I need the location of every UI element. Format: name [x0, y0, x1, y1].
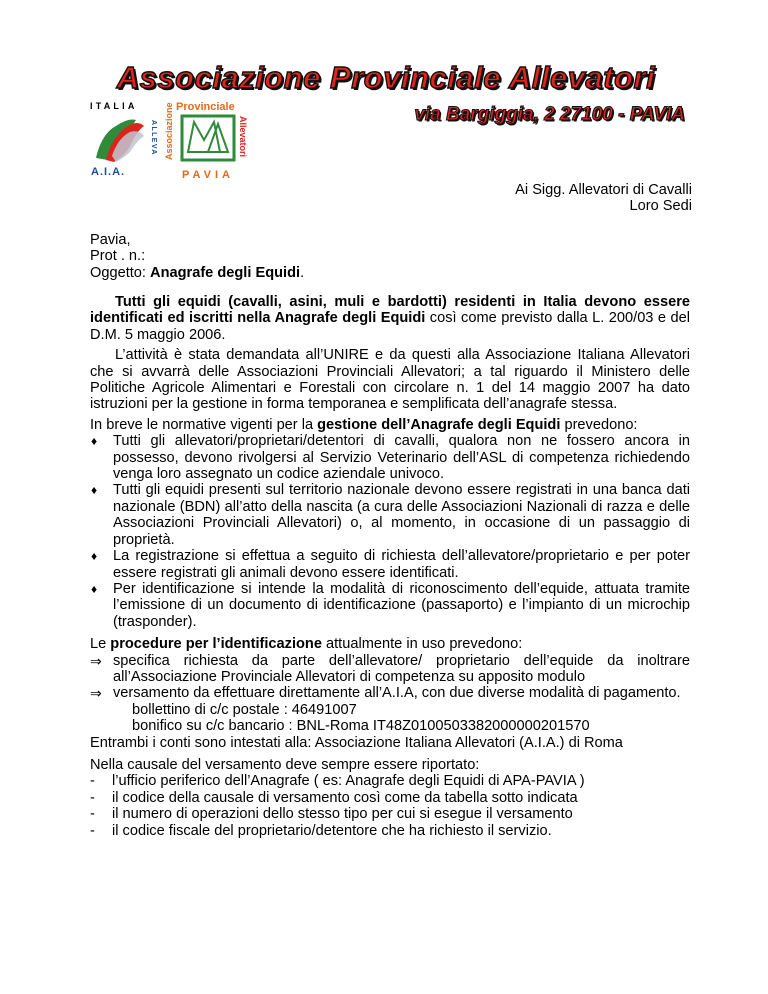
arrow-bullet-icon: ⇒ — [90, 685, 102, 702]
causale-lead: Nella causale del versamento deve sempre essere riportato: — [90, 756, 480, 773]
diamond-bullet-icon: ♦ — [91, 581, 98, 596]
dash-bullet: - — [90, 773, 95, 790]
intro-bold: Tutti gli equidi (cavalli, asini, muli e bardotti) residenti in Italia devono essere identificati ed iscritti nella Anagrafe degli Equidi — [90, 294, 690, 327]
unire-paragraph: L’attività è stata demandata all’UNIRE e da questi alla Associazione Italiana Allevatori che si avvarrà delle Associazioni Provinciali Allevatori; a tal riguardo il Ministero delle Politiche Agricole Alimentari e Forestali con circolare n. 1 del 14 maggio 2007 ha dato istruzioni per la gestione in forma temporanea e semplificata dell’anagrafe stessa. — [90, 347, 690, 413]
dash-bullet: - — [90, 822, 95, 839]
logo-allevatori-text: Allevatori — [238, 116, 248, 158]
intro-rest: così come previsto dalla L. 200/03 e del D.M. 5 maggio 2006. — [90, 310, 690, 343]
subject-line — [90, 265, 690, 281]
subject-label: Oggetto: — [90, 264, 151, 281]
list-item: ⇒ specifica richiesta da parte dell’allevatore/ proprietario dell’equide da inoltrare all’Associazione Provinciale Allevatori di competenza su apposito modulo — [90, 652, 690, 685]
place-line: Pavia, — [90, 232, 131, 248]
procedures-list — [90, 653, 690, 702]
diamond-bullet-icon: ♦ — [91, 483, 98, 498]
postal-account-line: bollettino di c/c postale : 46491007 — [132, 701, 357, 718]
recipient-line-1: Ai Sigg. Allevatori di Cavalli — [515, 182, 692, 198]
dash-bullet: - — [90, 806, 95, 823]
intro-paragraph — [90, 294, 690, 343]
logo-pavia-text: PAVIA — [182, 169, 234, 181]
logo-alleva-vertical — [150, 120, 157, 156]
list-item: ♦ Tutti gli allevatori/proprietari/detentori di cavalli, qualora non ne fossero ancora in possesso, devono rivolgersi al Servizio Veterinario dell’ASL di competenza richiedendo venga loro assegnato un codice aziendale univoco. — [91, 433, 690, 483]
arrow-bullet-icon: ⇒ — [90, 652, 102, 669]
list-item: - il numero di operazioni dello stesso tipo per cui si esegue il versamento — [90, 806, 573, 823]
subject-end: . — [300, 264, 305, 281]
svg-text:ALLEVA: ALLEVA — [150, 120, 157, 156]
list-item: ♦ La registrazione si effettua a seguito di richiesta dell’allevatore/proprietario e per poter essere registrati gli animali devono essere identificati. — [91, 548, 690, 581]
causale-list — [90, 773, 690, 839]
list-item: - l’ufficio periferico dell’Anagrafe ( es: Anagrafe degli Equidi di APA-PAVIA ) — [90, 773, 585, 790]
aia-italialleva-logo — [90, 100, 168, 178]
accounts-holder-line: Entrambi i conti sono intestati alla: Associazione Italiana Allevatori (A.I.A.) di Roma — [90, 734, 623, 751]
letter-meta — [90, 232, 690, 281]
subject-value: Anagrafe degli Equidi — [150, 264, 301, 281]
norms-lead-bold: gestione dell’Anagrafe degli Equidi — [317, 416, 561, 433]
letter-body — [90, 294, 690, 839]
association-address: via Bargiggia, 2 27100 - PAVIA — [414, 104, 685, 125]
list-item: - il codice fiscale del proprietario/detentore che ha richiesto il servizio. — [90, 822, 552, 839]
list-item: ♦ Per identificazione si intende la modalità di riconoscimento dell’equide, attuata tramite l’emissione di un documento di identificazione (passaporto) e l’impianto di un microchip (trasponder). — [91, 580, 690, 630]
diamond-bullet-icon: ♦ — [91, 434, 98, 449]
logo-aia-text: A.I.A. — [91, 166, 126, 178]
list-item: - il codice della causale di versamento così come da tabella sotto indicata — [90, 789, 578, 806]
list-item: ♦ Tutti gli equidi presenti sul territorio nazionale devono essere registrati in una banca dati nazionale (BDN) all’atto della nascita (a cura delle Associazioni Nazionali di razza e delle Associazioni Provinciali Allevatori) o, al momento, in occasione di un passaggio di proprietà. — [91, 482, 690, 548]
logo-associazione-text: Associazione — [164, 102, 174, 160]
dash-bullet: - — [90, 789, 95, 806]
norms-list — [90, 433, 690, 630]
recipient-line-2: Loro Sedi — [629, 198, 692, 215]
procedures-lead: Le procedure per l’identificazione attualmente in uso prevedono: — [90, 636, 523, 653]
list-item: ⇒ versamento da effettuare direttamente all’A.I.A, con due diverse modalità di pagamento. — [90, 685, 681, 702]
recipient-block — [470, 182, 692, 215]
logo-provinciale-text: Provinciale — [176, 101, 235, 113]
association-title: Associazione Provinciale Allevatori — [116, 60, 656, 95]
logo-italia-text: ITALIA — [90, 101, 138, 111]
diamond-bullet-icon: ♦ — [91, 549, 98, 564]
procedures-lead-bold: procedure per l’identificazione — [110, 636, 322, 653]
apa-pavia-logo — [160, 100, 272, 184]
norms-lead: In breve le normative vigenti per la gestione dell’Anagrafe degli Equidi prevedono: — [90, 416, 638, 433]
bank-account-line: bonifico su c/c bancario : BNL-Roma IT48Z0100503382000000201570 — [132, 718, 590, 735]
protocol-line: Prot . n.: — [90, 248, 146, 265]
